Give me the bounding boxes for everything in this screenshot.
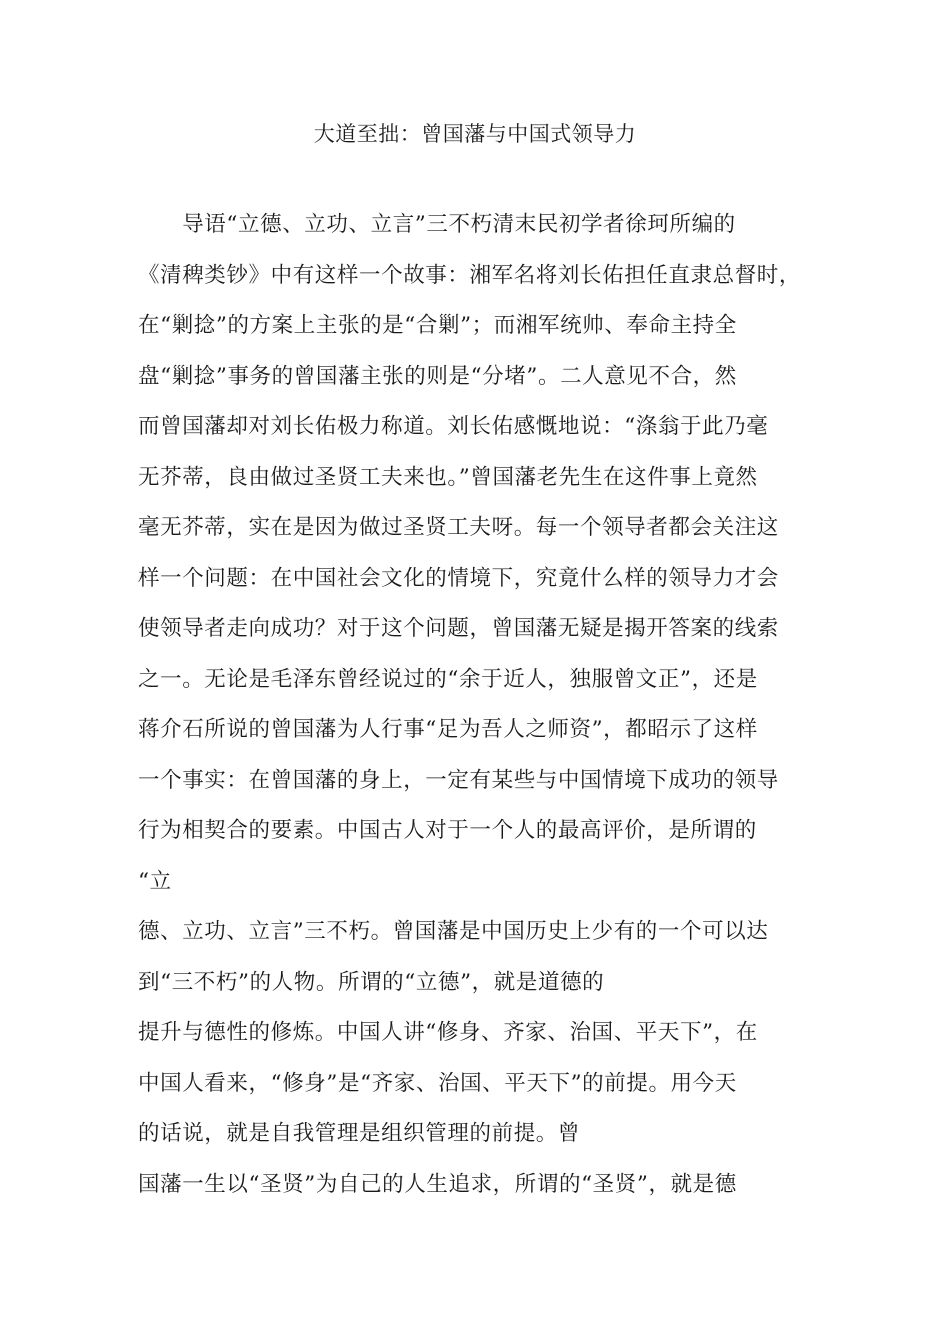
- body-line: 之一。无论是毛泽东曾经说过的“余于近人，独服曾文正”，还是: [138, 666, 758, 692]
- body-line: 导语“立德、立功、立言”三不朽清末民初学者徐珂所编的: [138, 212, 736, 237]
- body-line: 提升与德性的修炼。中国人讲“修身、齐家、治国、平天下”，在: [138, 1020, 758, 1045]
- body-line: 蒋介石所说的曾国藩为人行事“足为吾人之师资”，都昭示了这样: [138, 717, 758, 742]
- body-line: 盘“剿捻”事务的曾国藩主张的则是“分堵”。二人意见不合，然: [138, 363, 737, 389]
- body-line: 样一个问题：在中国社会文化的情境下，究竟什么样的领导力才会: [138, 565, 779, 591]
- body-line: 国藩一生以“圣贤”为自己的人生追求，所谓的“圣贤”，就是德: [138, 1171, 737, 1197]
- body-line: 在“剿捻”的方案上主张的是“合剿”；而湘军统帅、奉命主持全: [138, 313, 737, 338]
- body-line: 而曾国藩却对刘长佑极力称道。刘长佑感慨地说：“涤翁于此乃毫: [138, 414, 769, 439]
- document-title: 大道至拙：曾国藩与中国式领导力: [313, 122, 637, 146]
- document-body: [138, 209, 818, 1219]
- body-line: 的话说，就是自我管理是组织管理的前提。曾: [138, 1121, 581, 1146]
- body-line: 中国人看来，“修身”是“齐家、治国、平天下”的前提。用今天: [138, 1070, 737, 1096]
- body-line: 到“三不朽”的人物。所谓的“立德”，就是道德的: [138, 969, 605, 995]
- body-line: “立: [138, 868, 172, 894]
- body-line: 行为相契合的要素。中国古人对于一个人的最高评价，是所谓的: [138, 818, 757, 843]
- body-line: 《清稗类钞》中有这样一个故事：湘军名将刘长佑担任直隶总督时，: [138, 262, 802, 288]
- body-line: 一个事实：在曾国藩的身上，一定有某些与中国情境下成功的领导: [138, 767, 779, 793]
- body-line: 毫无芥蒂，实在是因为做过圣贤工夫呀。每一个领导者都会关注这: [138, 515, 779, 540]
- body-line: 无芥蒂，良由做过圣贤工夫来也。”曾国藩老先生在这件事上竟然: [138, 464, 758, 490]
- body-line: 使领导者走向成功？对于这个问题，曾国藩无疑是揭开答案的线索: [138, 616, 779, 641]
- body-line: 德、立功、立言”三不朽。曾国藩是中国历史上少有的一个可以达: [138, 919, 769, 944]
